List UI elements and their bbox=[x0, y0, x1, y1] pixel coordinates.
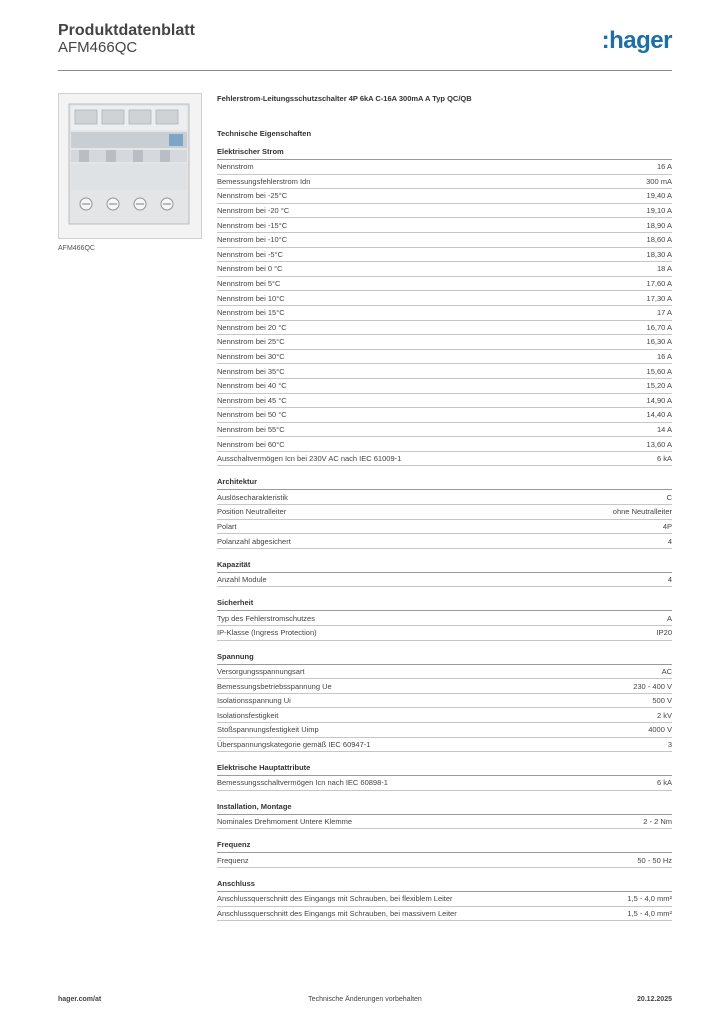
property-label: Nennstrom bei -25°C bbox=[217, 191, 288, 201]
property-label: Frequenz bbox=[217, 855, 249, 865]
property-value: 18 A bbox=[656, 264, 672, 274]
property-value: 2 kV bbox=[656, 710, 672, 720]
property-row bbox=[217, 679, 672, 694]
property-row bbox=[217, 408, 672, 423]
property-row bbox=[217, 248, 672, 263]
hager-logo: :hager bbox=[601, 27, 672, 54]
property-label: Nennstrom bei -15°C bbox=[217, 220, 288, 230]
property-label: Anzahl Module bbox=[217, 575, 267, 585]
property-row bbox=[217, 723, 672, 738]
property-row bbox=[217, 892, 672, 907]
section-title: Kapazität bbox=[217, 560, 672, 573]
property-section bbox=[217, 652, 672, 753]
section-title: Elektrische Hauptattribute bbox=[217, 763, 672, 776]
property-label: Auslösecharakteristik bbox=[217, 492, 288, 502]
section-title: Frequenz bbox=[217, 840, 672, 853]
property-row bbox=[217, 694, 672, 709]
footer-date: 20.12.2025 bbox=[636, 996, 672, 1003]
property-label: Nennstrom bei 45 °C bbox=[217, 395, 287, 405]
property-value: C bbox=[666, 492, 672, 502]
property-label: Nennstrom bei 25°C bbox=[217, 337, 285, 347]
property-value: 4000 V bbox=[648, 725, 672, 735]
property-value: 17,30 A bbox=[646, 293, 672, 303]
property-label: Nennstrom bei 50 °C bbox=[217, 410, 287, 420]
property-row bbox=[217, 573, 672, 588]
property-value: 6 kA bbox=[656, 778, 672, 788]
property-section bbox=[217, 802, 672, 830]
property-label: Bemessungsschaltvermögen Icn nach IEC 60898-1 bbox=[217, 778, 388, 788]
property-label: Ausschaltvermögen Icn bei 230V AC nach IEC 61009-1 bbox=[217, 454, 402, 464]
datasheet-content bbox=[217, 94, 672, 921]
property-label: Bemessungsfehlerstrom Idn bbox=[217, 176, 311, 186]
property-value: 16 A bbox=[656, 162, 672, 172]
property-row bbox=[217, 306, 672, 321]
product-image-caption: AFM466QC bbox=[58, 245, 95, 252]
property-label: Anschlussquerschnitt des Eingangs mit Schrauben, bei flexiblem Leiter bbox=[217, 894, 453, 904]
property-value: 18,60 A bbox=[646, 235, 672, 245]
property-label: Nennstrom bei 5°C bbox=[217, 279, 281, 289]
property-value: 17,60 A bbox=[646, 279, 672, 289]
property-value: A bbox=[666, 613, 672, 623]
property-label: Nennstrom bei 20 °C bbox=[217, 322, 287, 332]
property-row bbox=[217, 853, 672, 868]
property-label: Polart bbox=[217, 521, 237, 531]
property-label: Nennstrom bei -20 °C bbox=[217, 206, 290, 216]
property-value: 14,90 A bbox=[646, 395, 672, 405]
product-code: AFM466QC bbox=[58, 39, 138, 56]
property-section bbox=[217, 879, 672, 921]
property-value: 18,90 A bbox=[646, 220, 672, 230]
property-row bbox=[217, 218, 672, 233]
property-label: Nennstrom bei 60°C bbox=[217, 439, 285, 449]
footer-website-link[interactable]: hager.com/at bbox=[58, 996, 102, 1003]
property-row bbox=[217, 437, 672, 452]
property-row bbox=[217, 520, 672, 535]
property-value: 17 A bbox=[656, 308, 672, 318]
property-label: Polanzahl abgesichert bbox=[217, 536, 291, 546]
property-label: Position Neutralleiter bbox=[217, 507, 287, 517]
property-label: IP-Klasse (Ingress Protection) bbox=[217, 628, 317, 638]
property-value: 230 - 400 V bbox=[633, 681, 672, 691]
property-value: IP20 bbox=[656, 628, 672, 638]
property-section bbox=[217, 763, 672, 791]
property-label: Anschlussquerschnitt des Eingangs mit Schrauben, bei massivem Leiter bbox=[217, 908, 457, 918]
property-row bbox=[217, 364, 672, 379]
property-label: Versorgungsspannungsart bbox=[217, 666, 305, 676]
property-row bbox=[217, 490, 672, 505]
property-row bbox=[217, 815, 672, 830]
property-label: Nennstrom bei 10°C bbox=[217, 293, 285, 303]
property-label: Nennstrom bei 30°C bbox=[217, 352, 285, 362]
property-row bbox=[217, 233, 672, 248]
property-row bbox=[217, 708, 672, 723]
property-row bbox=[217, 291, 672, 306]
property-section bbox=[217, 840, 672, 868]
property-value: 4 bbox=[667, 536, 672, 546]
property-value: 16,70 A bbox=[646, 322, 672, 332]
page-header bbox=[58, 20, 672, 71]
section-title: Spannung bbox=[217, 652, 672, 665]
property-label: Nennstrom bei -5°C bbox=[217, 249, 283, 259]
property-row bbox=[217, 776, 672, 791]
property-row bbox=[217, 665, 672, 680]
property-row bbox=[217, 189, 672, 204]
property-value: 14,40 A bbox=[646, 410, 672, 420]
property-value: 13,60 A bbox=[646, 439, 672, 449]
property-value: 19,10 A bbox=[646, 206, 672, 216]
property-row bbox=[217, 394, 672, 409]
property-row bbox=[217, 505, 672, 520]
property-value: 16,30 A bbox=[646, 337, 672, 347]
property-value: 15,20 A bbox=[646, 381, 672, 391]
property-value: 1,5 - 4,0 mm² bbox=[627, 908, 672, 918]
properties-heading: Technische Eigenschaften bbox=[217, 129, 312, 138]
property-value: ohne Neutralleiter bbox=[612, 507, 672, 517]
section-title: Anschluss bbox=[217, 879, 672, 892]
property-row bbox=[217, 204, 672, 219]
property-value: 2 - 2 Nm bbox=[643, 817, 672, 827]
property-value: 300 mA bbox=[646, 176, 672, 186]
property-row bbox=[217, 738, 672, 753]
property-row bbox=[217, 350, 672, 365]
property-section bbox=[217, 598, 672, 640]
property-row bbox=[217, 907, 672, 922]
circuit-breaker-image bbox=[59, 94, 201, 238]
property-row bbox=[217, 175, 672, 190]
property-value: 19,40 A bbox=[646, 191, 672, 201]
page-title: Produktdatenblatt bbox=[58, 22, 195, 39]
section-title: Installation, Montage bbox=[217, 802, 672, 815]
property-row bbox=[217, 262, 672, 277]
property-row bbox=[217, 534, 672, 549]
property-value: 16 A bbox=[656, 352, 672, 362]
property-label: Bemessungsbetriebsspannung Ue bbox=[217, 681, 332, 691]
property-row bbox=[217, 611, 672, 626]
property-row bbox=[217, 379, 672, 394]
property-value: 1,5 - 4,0 mm² bbox=[627, 894, 672, 904]
section-title: Sicherheit bbox=[217, 598, 672, 611]
property-value: 18,30 A bbox=[646, 249, 672, 259]
product-description: Fehlerstrom-Leitungsschutzschalter 4P 6kA C-16A 300mA A Typ QC/QB bbox=[217, 94, 472, 103]
property-value: 14 A bbox=[656, 424, 672, 434]
property-sections bbox=[217, 147, 672, 921]
footer-disclaimer: Technische Änderungen vorbehalten bbox=[308, 996, 422, 1003]
property-section bbox=[217, 477, 672, 548]
property-section bbox=[217, 560, 672, 588]
property-label: Überspannungskategorie gemäß IEC 60947-1 bbox=[217, 739, 371, 749]
property-label: Nennstrom bei 15°C bbox=[217, 308, 285, 318]
page-footer bbox=[58, 996, 672, 1010]
property-row bbox=[217, 160, 672, 175]
property-label: Nennstrom bei 55°C bbox=[217, 424, 285, 434]
property-row bbox=[217, 335, 672, 350]
property-value: 6 kA bbox=[656, 454, 672, 464]
property-label: Nominales Drehmoment Untere Klemme bbox=[217, 817, 353, 827]
property-value: 15,60 A bbox=[646, 366, 672, 376]
property-label: Nennstrom bei 35°C bbox=[217, 366, 285, 376]
property-label: Nennstrom bbox=[217, 162, 254, 172]
property-row bbox=[217, 277, 672, 292]
property-value: 3 bbox=[667, 739, 672, 749]
property-label: Isolationsfestigkeit bbox=[217, 710, 279, 720]
property-row bbox=[217, 423, 672, 438]
property-label: Isolationsspannung Ui bbox=[217, 696, 291, 706]
property-label: Typ des Fehlerstromschutzes bbox=[217, 613, 315, 623]
property-value: 4 bbox=[667, 575, 672, 585]
property-row bbox=[217, 452, 672, 467]
property-section bbox=[217, 147, 672, 466]
property-label: Nennstrom bei 40 °C bbox=[217, 381, 287, 391]
property-label: Nennstrom bei -10°C bbox=[217, 235, 288, 245]
property-label: Nennstrom bei 0 °C bbox=[217, 264, 283, 274]
property-label: Stoßspannungsfestigkeit Uimp bbox=[217, 725, 319, 735]
property-value: 50 - 50 Hz bbox=[637, 855, 672, 865]
property-value: 500 V bbox=[652, 696, 672, 706]
product-image bbox=[58, 93, 202, 239]
property-row bbox=[217, 626, 672, 641]
property-row bbox=[217, 321, 672, 336]
section-title: Architektur bbox=[217, 477, 672, 490]
property-value: 4P bbox=[662, 521, 672, 531]
property-value: AC bbox=[661, 666, 672, 676]
section-title: Elektrischer Strom bbox=[217, 147, 672, 160]
